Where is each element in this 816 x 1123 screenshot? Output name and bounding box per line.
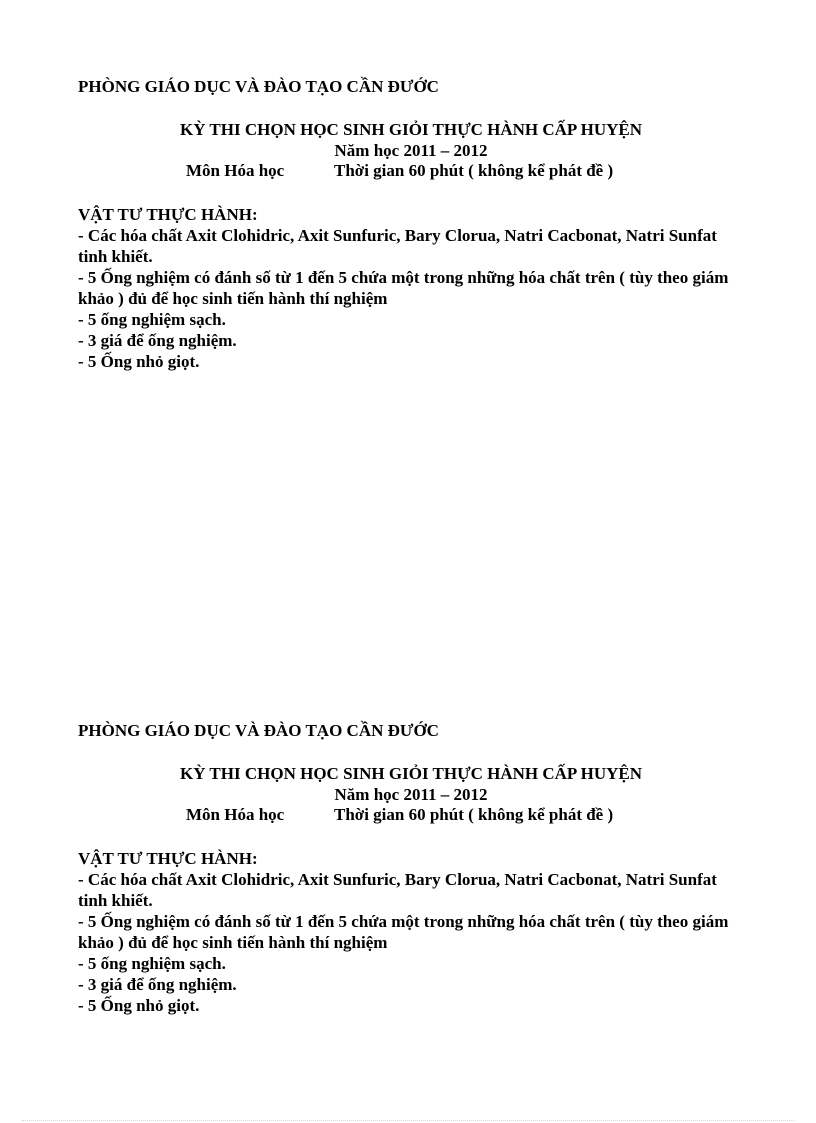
materials-heading: VẬT TƯ THỰC HÀNH: (78, 205, 258, 224)
page-bottom-rule (22, 1120, 794, 1121)
school-year: Năm học 2011 – 2012 (334, 141, 488, 160)
department-heading: PHÒNG GIÁO DỤC VÀ ĐÀO TẠO CẦN ĐƯỚC (78, 77, 439, 96)
materials-heading: VẬT TƯ THỰC HÀNH: (78, 849, 258, 868)
material-item: - 5 ống nghiệm sạch. (78, 954, 226, 973)
material-item: - 5 ống nghiệm sạch. (78, 310, 226, 329)
material-item: - Các hóa chất Axit Clohidric, Axit Sunfuric, Bary Clorua, Natri Cacbonat, Natri Sunfat tinh khiết. (78, 226, 717, 266)
subject-duration-line (78, 805, 744, 826)
subject-label: Môn Hóa học (186, 805, 285, 824)
material-item: - 5 Ống nghiệm có đánh số từ 1 đến 5 chứa một trong những hóa chất trên ( tùy theo giám khảo ) đủ để học sinh tiến hành thí nghiệm (78, 912, 729, 952)
duration-label: Thời gian 60 phút ( không kể phát đề ) (334, 805, 614, 824)
subject-label: Môn Hóa học (186, 161, 285, 180)
school-year: Năm học 2011 – 2012 (334, 785, 488, 804)
material-item: - 3 giá để ống nghiệm. (78, 331, 237, 350)
material-item: - 5 Ống nhỏ giọt. (78, 352, 200, 371)
material-item: - 3 giá để ống nghiệm. (78, 975, 237, 994)
subject-duration-line (78, 161, 744, 182)
exam-sheet-copy-1 (78, 76, 744, 372)
exam-title: KỲ THI CHỌN HỌC SINH GIỎI THỰC HÀNH CẤP HUYỆN (179, 120, 643, 139)
department-heading: PHÒNG GIÁO DỤC VÀ ĐÀO TẠO CẦN ĐƯỚC (78, 721, 439, 740)
material-item: - 5 Ống nhỏ giọt. (78, 996, 200, 1015)
material-item: - 5 Ống nghiệm có đánh số từ 1 đến 5 chứa một trong những hóa chất trên ( tùy theo giám khảo ) đủ để học sinh tiến hành thí nghiệm (78, 268, 729, 308)
duration-label: Thời gian 60 phút ( không kể phát đề ) (334, 161, 614, 180)
material-item: - Các hóa chất Axit Clohidric, Axit Sunfuric, Bary Clorua, Natri Cacbonat, Natri Sunfat tinh khiết. (78, 870, 717, 910)
exam-sheet-copy-2 (78, 720, 744, 1016)
exam-title: KỲ THI CHỌN HỌC SINH GIỎI THỰC HÀNH CẤP HUYỆN (179, 764, 643, 783)
